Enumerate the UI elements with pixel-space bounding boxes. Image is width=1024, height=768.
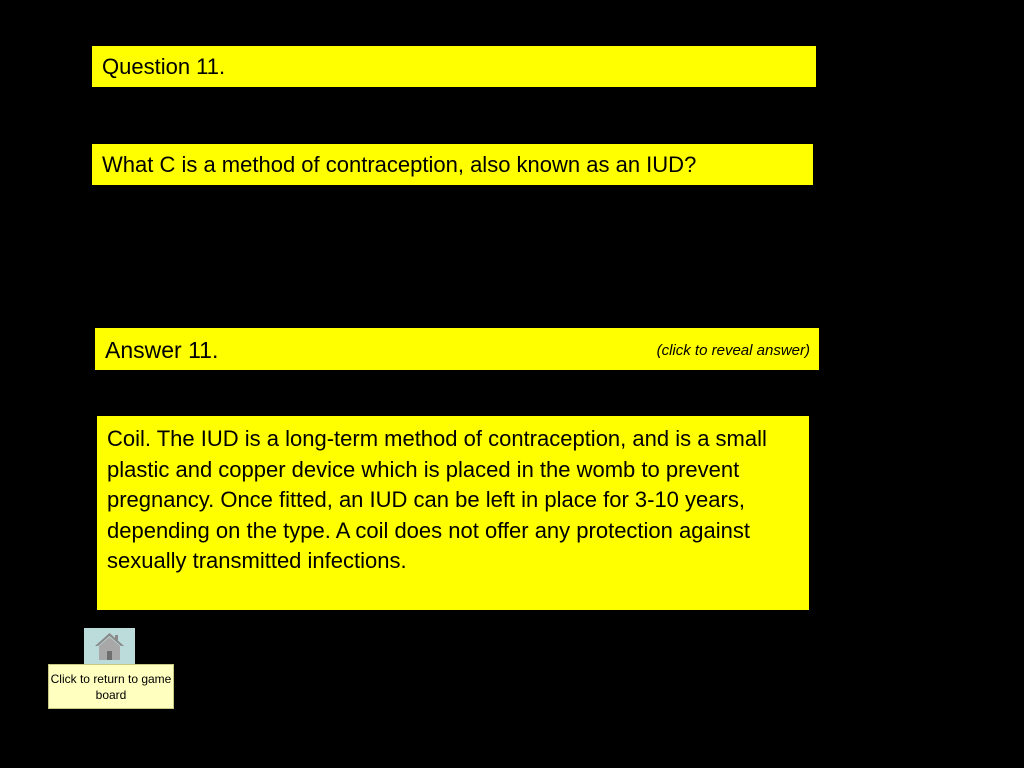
question-heading-text: Question 11. xyxy=(102,54,226,79)
house-icon xyxy=(94,631,125,661)
return-to-game-board-label[interactable]: Click to return to game board xyxy=(48,664,174,709)
answer-heading[interactable] xyxy=(95,328,819,370)
question-box xyxy=(92,144,813,185)
answer-box xyxy=(97,416,809,610)
reveal-answer-link[interactable]: (click to reveal answer) xyxy=(656,342,810,359)
home-button[interactable] xyxy=(84,628,135,664)
question-heading xyxy=(92,46,816,87)
answer-heading-text: Answer 11. xyxy=(105,337,219,363)
question-text: What C is a method of contraception, also known as an IUD? xyxy=(102,152,697,177)
answer-text: Coil. The IUD is a long-term method of contraception, and is a small plastic and copper device which is placed in the womb to prevent pregnancy. Once fitted, an IUD can be left in place for 3-10 years, depending on the type. A coil does not offer any protection against sexually transmitted infections. xyxy=(107,426,767,573)
